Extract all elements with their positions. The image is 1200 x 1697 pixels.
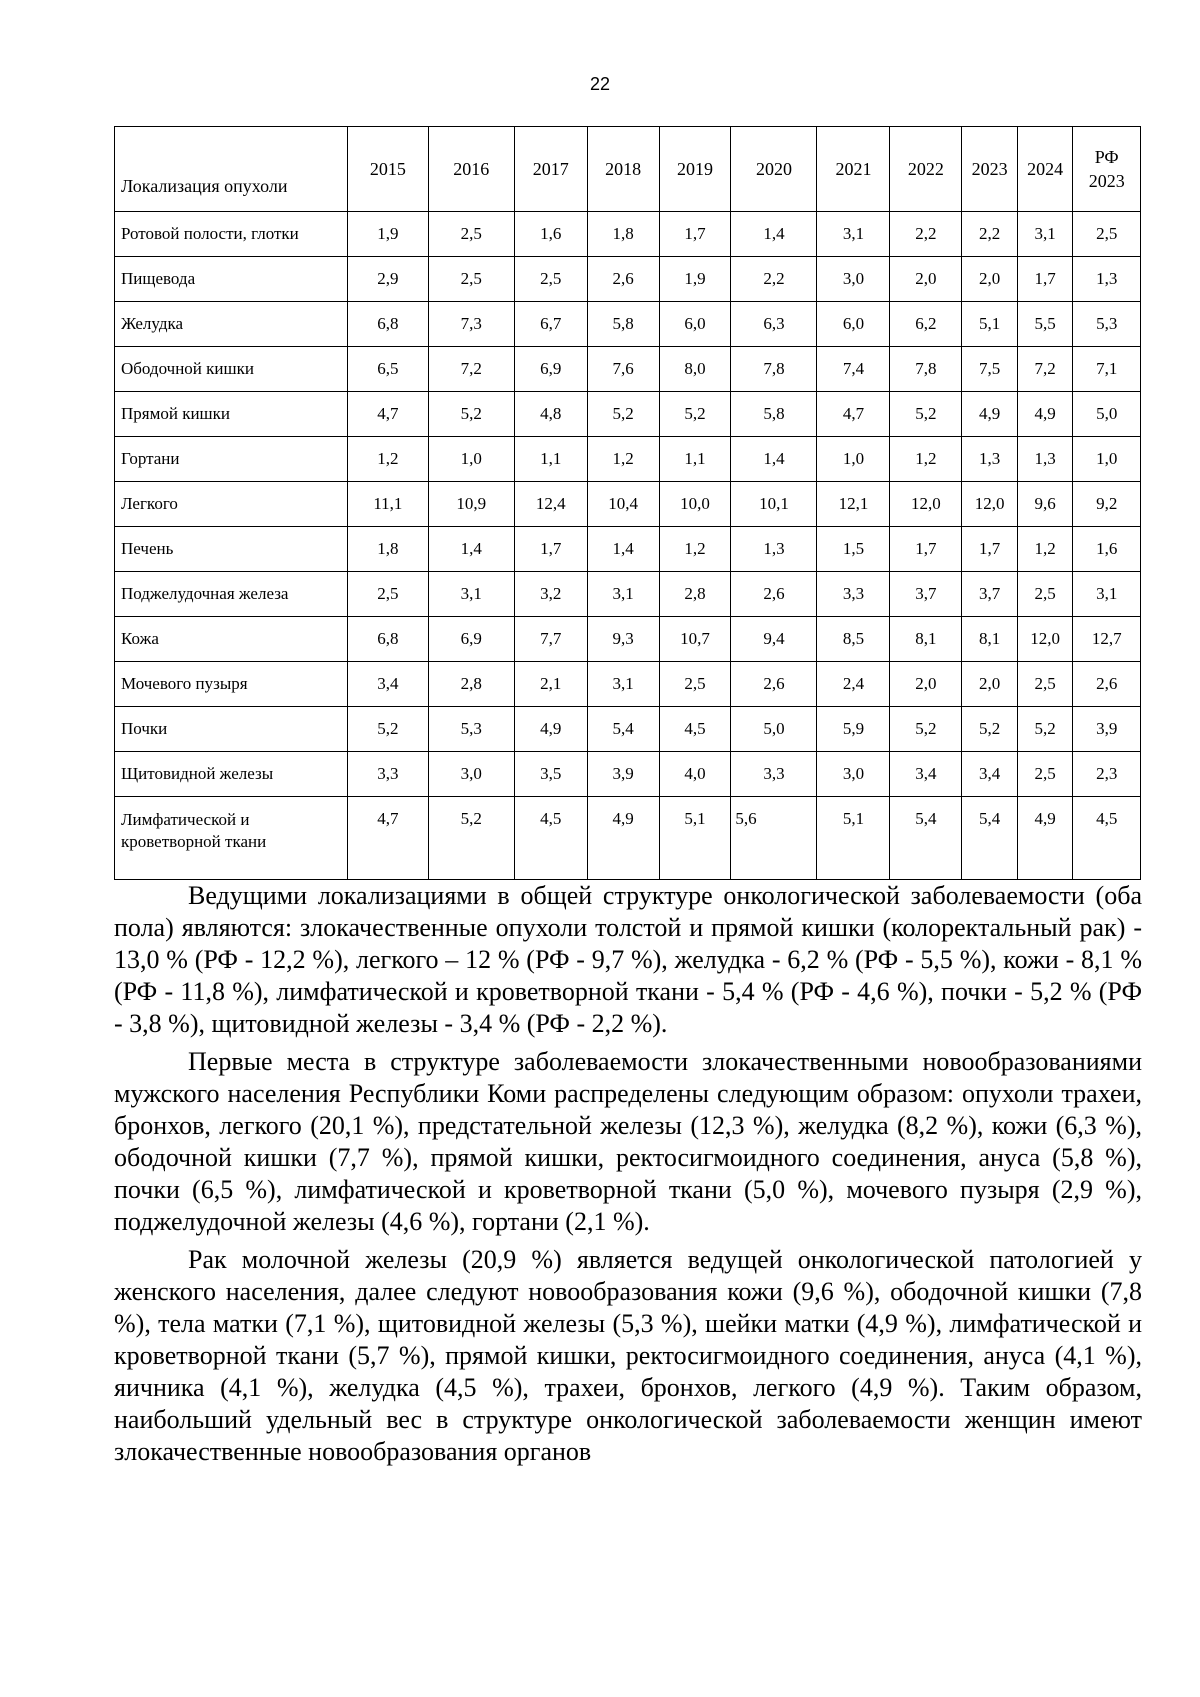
value-cell: 3,7 [890, 572, 962, 617]
value-cell: 2,8 [659, 572, 731, 617]
value-cell: 10,7 [659, 617, 731, 662]
value-cell: 1,1 [659, 437, 731, 482]
value-cell: 9,3 [587, 617, 659, 662]
localization-cell: Мочевого пузыря [115, 662, 348, 707]
localization-cell: Легкого [115, 482, 348, 527]
localization-cell: Ротовой полости, глотки [115, 212, 348, 257]
value-cell: 5,2 [890, 707, 962, 752]
localization-cell: Желудка [115, 302, 348, 347]
paragraph: Ведущими локализациями в общей структуре онкологической заболеваемости (оба пола) являются: злокачественные опухоли толстой и прямой кишки (колоректальный рак) - 13,0 % (РФ - 12,2 %), легкого – 12 % (РФ - 9,7 %), желудка - 6,2 % (РФ - 5,5 %), кожи - 8,1 % (РФ - 11,8 %), лимфатической и кроветворной ткани - 5,4 % (РФ - 4,6 %), почки - 5,2 % (РФ - 3,8 %), щитовидной железы - 3,4 % (РФ - 2,2 %). [114, 881, 1142, 1038]
table-row [115, 302, 1141, 347]
value-cell: 5,8 [587, 302, 659, 347]
value-cell: 1,2 [659, 527, 731, 572]
value-cell: 12,0 [1017, 617, 1073, 662]
value-cell: 3,0 [817, 257, 890, 302]
value-cell: 1,6 [514, 212, 587, 257]
value-cell: 3,1 [1073, 572, 1141, 617]
value-cell: 2,0 [890, 662, 962, 707]
incidence-table [114, 126, 1141, 880]
value-cell: 8,1 [890, 617, 962, 662]
value-cell: 5,4 [962, 797, 1018, 880]
value-cell: 3,4 [890, 752, 962, 797]
value-cell: 7,7 [514, 617, 587, 662]
localization-cell: Лимфатической и кроветворной ткани [115, 797, 348, 880]
value-cell: 12,4 [514, 482, 587, 527]
table-row [115, 482, 1141, 527]
value-cell: 2,6 [1073, 662, 1141, 707]
value-cell: 6,3 [731, 302, 817, 347]
value-cell: 3,1 [587, 572, 659, 617]
value-cell: 1,2 [890, 437, 962, 482]
value-cell: 2,5 [1073, 212, 1141, 257]
header-cell: Локализация опухоли [115, 127, 348, 212]
header-cell: 2018 [587, 127, 659, 212]
value-cell: 7,6 [587, 347, 659, 392]
value-cell: 4,7 [817, 392, 890, 437]
value-cell: 5,1 [659, 797, 731, 880]
value-cell: 2,2 [731, 257, 817, 302]
value-cell: 1,2 [587, 437, 659, 482]
value-cell: 4,7 [348, 797, 429, 880]
value-cell: 2,2 [890, 212, 962, 257]
value-cell: 3,1 [817, 212, 890, 257]
value-cell: 3,1 [428, 572, 514, 617]
value-cell: 12,0 [890, 482, 962, 527]
localization-cell: Поджелудочная железа [115, 572, 348, 617]
body-text [114, 880, 1142, 1474]
value-cell: 5,1 [962, 302, 1018, 347]
value-cell: 2,5 [428, 212, 514, 257]
value-cell: 1,3 [1073, 257, 1141, 302]
value-cell: 5,2 [348, 707, 429, 752]
value-cell: 5,4 [890, 797, 962, 880]
value-cell: 3,9 [1073, 707, 1141, 752]
header-cell: 2017 [514, 127, 587, 212]
value-cell: 1,0 [817, 437, 890, 482]
value-cell: 7,1 [1073, 347, 1141, 392]
header-cell: РФ 2023 [1073, 127, 1141, 212]
value-cell: 1,7 [1017, 257, 1073, 302]
value-cell: 1,2 [1017, 527, 1073, 572]
value-cell: 2,9 [348, 257, 429, 302]
value-cell: 2,6 [731, 572, 817, 617]
value-cell: 1,1 [514, 437, 587, 482]
value-cell: 1,5 [817, 527, 890, 572]
value-cell: 1,3 [962, 437, 1018, 482]
value-cell: 6,8 [348, 302, 429, 347]
value-cell: 5,2 [587, 392, 659, 437]
value-cell: 3,2 [514, 572, 587, 617]
value-cell: 10,4 [587, 482, 659, 527]
value-cell: 6,9 [428, 617, 514, 662]
value-cell: 3,0 [428, 752, 514, 797]
table-row [115, 437, 1141, 482]
value-cell: 5,3 [428, 707, 514, 752]
localization-cell: Печень [115, 527, 348, 572]
value-cell: 2,5 [1017, 662, 1073, 707]
localization-cell: Почки [115, 707, 348, 752]
paragraph: Рак молочной железы (20,9 %) является ведущей онкологической патологией у женского населения, далее следуют новообразования кожи (9,6 %), ободочной кишки (7,8 %), тела матки (7,1 %), щитовидной железы (5,3 %), шейки матки (4,9 %), лимфатической и кроветворной ткани (5,7 %), прямой кишки, ректосигмоидного соединения, ануса (4,1 %), яичника (4,1 %), желудка (4,5 %), трахеи, бронхов, легкого (4,9 %). Таким образом, наибольший удельный вес в структуре онкологической заболеваемости женщин имеют злокачественные новообразования органов [114, 1245, 1142, 1466]
localization-cell: Ободочной кишки [115, 347, 348, 392]
value-cell: 4,9 [962, 392, 1018, 437]
value-cell: 1,4 [731, 212, 817, 257]
page-number: 22 [589, 74, 611, 94]
value-cell: 7,4 [817, 347, 890, 392]
value-cell: 12,7 [1073, 617, 1141, 662]
header-cell: 2021 [817, 127, 890, 212]
value-cell: 2,0 [962, 257, 1018, 302]
header-cell: 2019 [659, 127, 731, 212]
value-cell: 1,4 [731, 437, 817, 482]
value-cell: 2,5 [1017, 572, 1073, 617]
value-cell: 2,8 [428, 662, 514, 707]
value-cell: 9,4 [731, 617, 817, 662]
value-cell: 8,0 [659, 347, 731, 392]
value-cell: 3,9 [587, 752, 659, 797]
value-cell: 3,4 [962, 752, 1018, 797]
value-cell: 1,8 [587, 212, 659, 257]
header-cell: 2024 [1017, 127, 1073, 212]
value-cell: 1,7 [514, 527, 587, 572]
table-row [115, 797, 1141, 880]
table-header-row [115, 127, 1141, 212]
value-cell: 4,8 [514, 392, 587, 437]
value-cell: 10,1 [731, 482, 817, 527]
localization-cell: Гортани [115, 437, 348, 482]
value-cell: 4,5 [659, 707, 731, 752]
value-cell: 5,2 [428, 392, 514, 437]
value-cell: 2,6 [731, 662, 817, 707]
value-cell: 2,2 [962, 212, 1018, 257]
value-cell: 4,9 [1017, 392, 1073, 437]
value-cell: 7,2 [1017, 347, 1073, 392]
value-cell: 4,9 [1017, 797, 1073, 880]
value-cell: 5,2 [962, 707, 1018, 752]
value-cell: 7,2 [428, 347, 514, 392]
value-cell: 3,5 [514, 752, 587, 797]
value-cell: 3,4 [348, 662, 429, 707]
value-cell: 1,7 [890, 527, 962, 572]
value-cell: 1,8 [348, 527, 429, 572]
value-cell: 1,9 [348, 212, 429, 257]
localization-cell: Кожа [115, 617, 348, 662]
value-cell: 7,3 [428, 302, 514, 347]
value-cell: 5,3 [1073, 302, 1141, 347]
table-row [115, 212, 1141, 257]
value-cell: 6,7 [514, 302, 587, 347]
value-cell: 5,2 [659, 392, 731, 437]
value-cell: 2,4 [817, 662, 890, 707]
value-cell: 5,2 [428, 797, 514, 880]
value-cell: 6,0 [659, 302, 731, 347]
table-row [115, 572, 1141, 617]
value-cell: 3,3 [817, 572, 890, 617]
value-cell: 2,5 [514, 257, 587, 302]
value-cell: 5,5 [1017, 302, 1073, 347]
value-cell: 1,4 [587, 527, 659, 572]
value-cell: 5,6 [731, 797, 817, 880]
value-cell: 1,7 [659, 212, 731, 257]
value-cell: 6,5 [348, 347, 429, 392]
value-cell: 2,5 [428, 257, 514, 302]
table-row [115, 617, 1141, 662]
value-cell: 4,9 [587, 797, 659, 880]
value-cell: 1,2 [348, 437, 429, 482]
value-cell: 6,9 [514, 347, 587, 392]
value-cell: 8,5 [817, 617, 890, 662]
value-cell: 1,0 [1073, 437, 1141, 482]
value-cell: 1,6 [1073, 527, 1141, 572]
value-cell: 5,0 [731, 707, 817, 752]
table-row [115, 257, 1141, 302]
value-cell: 3,3 [348, 752, 429, 797]
value-cell: 4,5 [1073, 797, 1141, 880]
value-cell: 4,7 [348, 392, 429, 437]
header-cell: 2023 [962, 127, 1018, 212]
value-cell: 11,1 [348, 482, 429, 527]
value-cell: 6,2 [890, 302, 962, 347]
header-cell: 2015 [348, 127, 429, 212]
value-cell: 10,0 [659, 482, 731, 527]
value-cell: 12,1 [817, 482, 890, 527]
table-row [115, 527, 1141, 572]
localization-cell: Пищевода [115, 257, 348, 302]
value-cell: 1,9 [659, 257, 731, 302]
value-cell: 12,0 [962, 482, 1018, 527]
value-cell: 10,9 [428, 482, 514, 527]
value-cell: 9,6 [1017, 482, 1073, 527]
table-row [115, 752, 1141, 797]
header-cell: 2016 [428, 127, 514, 212]
value-cell: 5,2 [890, 392, 962, 437]
value-cell: 3,0 [817, 752, 890, 797]
value-cell: 3,3 [731, 752, 817, 797]
value-cell: 5,1 [817, 797, 890, 880]
value-cell: 8,1 [962, 617, 1018, 662]
value-cell: 7,5 [962, 347, 1018, 392]
header-cell: 2022 [890, 127, 962, 212]
value-cell: 5,8 [731, 392, 817, 437]
value-cell: 2,1 [514, 662, 587, 707]
localization-cell: Щитовидной железы [115, 752, 348, 797]
value-cell: 6,0 [817, 302, 890, 347]
value-cell: 2,5 [1017, 752, 1073, 797]
value-cell: 1,0 [428, 437, 514, 482]
table-row [115, 707, 1141, 752]
value-cell: 2,3 [1073, 752, 1141, 797]
value-cell: 5,9 [817, 707, 890, 752]
value-cell: 3,7 [962, 572, 1018, 617]
value-cell: 3,1 [587, 662, 659, 707]
localization-cell: Прямой кишки [115, 392, 348, 437]
value-cell: 4,5 [514, 797, 587, 880]
value-cell: 6,8 [348, 617, 429, 662]
value-cell: 1,3 [731, 527, 817, 572]
table-row [115, 392, 1141, 437]
value-cell: 7,8 [731, 347, 817, 392]
table-row [115, 347, 1141, 392]
value-cell: 1,4 [428, 527, 514, 572]
value-cell: 2,5 [659, 662, 731, 707]
value-cell: 5,2 [1017, 707, 1073, 752]
value-cell: 5,0 [1073, 392, 1141, 437]
paragraph: Первые места в структуре заболеваемости злокачественными новообразованиями мужского населения Республики Коми распределены следующим образом: опухоли трахеи, бронхов, легкого (20,1 %), предстательной железы (12,3 %), желудка (8,2 %), кожи (6,3 %), ободочной кишки (7,7 %), прямой кишки, ректосигмоидного соединения, ануса (5,8 %), почки (6,5 %), лимфатической и кроветворной ткани (5,0 %), мочевого пузыря (2,9 %), поджелудочной железы (4,6 %), гортани (2,1 %). [114, 1047, 1142, 1236]
value-cell: 1,3 [1017, 437, 1073, 482]
value-cell: 2,0 [962, 662, 1018, 707]
value-cell: 2,5 [348, 572, 429, 617]
value-cell: 1,7 [962, 527, 1018, 572]
value-cell: 2,0 [890, 257, 962, 302]
value-cell: 5,4 [587, 707, 659, 752]
table-row [115, 662, 1141, 707]
value-cell: 2,6 [587, 257, 659, 302]
value-cell: 9,2 [1073, 482, 1141, 527]
header-cell: 2020 [731, 127, 817, 212]
value-cell: 3,1 [1017, 212, 1073, 257]
value-cell: 7,8 [890, 347, 962, 392]
value-cell: 4,9 [514, 707, 587, 752]
value-cell: 4,0 [659, 752, 731, 797]
